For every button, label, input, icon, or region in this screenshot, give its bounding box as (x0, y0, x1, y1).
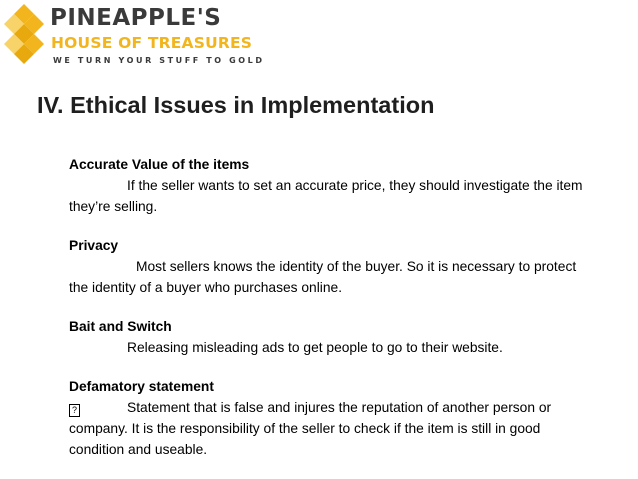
section-heading: Accurate Value of the items (69, 157, 250, 172)
slide-content (69, 154, 589, 478)
section-heading: Defamatory statement (69, 379, 214, 394)
section-body-with-bullet (69, 397, 589, 460)
section-body: Statement that is false and injures the reputation of another person or company. It is the responsibility of the seller to check if the item is still in good condition and useable. (69, 400, 552, 457)
section-bait-and-switch (69, 316, 589, 358)
logo-brand-subtitle: HOUSE OF TREASURES (51, 34, 253, 52)
section-privacy (69, 235, 589, 298)
logo-brand-name: PINEAPPLE'S (50, 5, 222, 31)
section-body: Most sellers knows the identity of the buyer. So it is necessary to protect the identity of a buyer who purchases online. (69, 259, 577, 295)
missing-glyph-icon: ? (69, 404, 80, 417)
section-defamatory-statement (69, 376, 589, 460)
slide-title: IV. Ethical Issues in Implementation (37, 92, 435, 118)
section-heading: Bait and Switch (69, 319, 172, 334)
section-body: Releasing misleading ads to get people to go to their website. (127, 340, 503, 355)
diamond-tiles-logo-icon (4, 4, 52, 66)
section-heading: Privacy (69, 238, 119, 253)
section-body: If the seller wants to set an accurate price, they should investigate the item they’re selling. (69, 178, 583, 214)
section-accurate-value (69, 154, 589, 217)
logo-tagline: WE TURN YOUR STUFF TO GOLD (53, 56, 265, 65)
logo (4, 4, 265, 68)
